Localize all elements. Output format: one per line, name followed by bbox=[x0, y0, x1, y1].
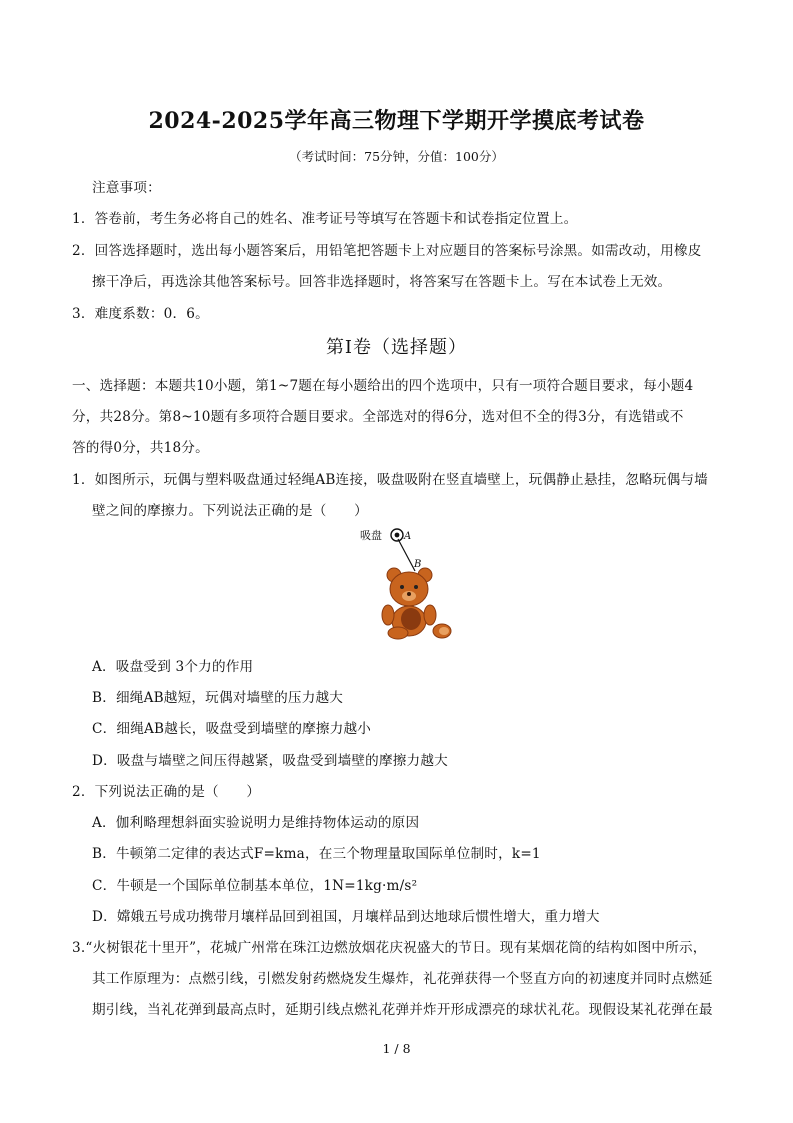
notes-heading: 注意事项： bbox=[92, 180, 161, 196]
question-stem: 1．如图所示，玩偶与塑料吸盘通过轻绳AB连接，吸盘吸附在竖直墙壁上，玩偶静止悬挂，忽略玩偶与墙 bbox=[72, 472, 708, 488]
page-number: 1 / 8 bbox=[382, 1041, 411, 1056]
option-b: B．牛顿第二定律的表达式F=kma，在三个物理量取国际单位制时，k=1 bbox=[92, 846, 541, 862]
question-stem: 其工作原理为：点燃引线，引燃发射药燃烧发生爆炸，礼花弹获得一个竖直方向的初速度并同时点燃延 bbox=[92, 971, 713, 987]
teddy-bear-figure bbox=[360, 523, 460, 645]
note-item: 1．答卷前，考生务必将自己的姓名、准考证号等填写在答题卡和试卷指定位置上。 bbox=[72, 211, 578, 227]
option-d: D．嫦娥五号成功携带月壤样品回到祖国，月壤样品到达地球后惯性增大，重力增大 bbox=[92, 909, 600, 925]
teddy-bear-icon bbox=[382, 568, 451, 639]
option-c: C．细绳AB越长，吸盘受到墙壁的摩擦力越小 bbox=[92, 721, 372, 737]
question-stem: 3.“火树银花十里开”，花城广州常在珠江边燃放烟花庆祝盛大的节日。现有某烟花筒的结构如图中所示， bbox=[72, 940, 707, 956]
point-a-label: A bbox=[404, 531, 412, 542]
option-b: B．细绳AB越短，玩偶对墙壁的压力越大 bbox=[92, 690, 344, 706]
option-d: D．吸盘与墙壁之间压得越紧，吸盘受到墙壁的摩擦力越大 bbox=[92, 753, 448, 769]
section-intro: 一、选择题：本题共10小题，第1~7题在每小题给出的四个选项中，只有一项符合题目要求，每小题4 bbox=[72, 378, 694, 394]
sucker-label: 吸盘 bbox=[360, 529, 382, 542]
exam-info: （考试时间：75分钟，分值：100分） bbox=[289, 149, 504, 164]
question-stem: 期引线，当礼花弹到最高点时，延期引线点燃礼花弹并炸开形成漂亮的球状礼花。现假设某礼花弹在最 bbox=[92, 1002, 713, 1018]
option-a: A．吸盘受到 3个力的作用 bbox=[92, 659, 254, 675]
point-b-label: B bbox=[414, 559, 422, 570]
option-c: C．牛顿是一个国际单位制基本单位，1N=1kg·m/s² bbox=[92, 878, 418, 894]
question-stem: 2．下列说法正确的是（ ） bbox=[72, 784, 261, 800]
rope-ab bbox=[398, 539, 415, 571]
note-item: 擦干净后，再选涂其他答案标号。回答非选择题时，将答案写在答题卡上。写在本试卷上无效。 bbox=[92, 274, 672, 290]
note-item: 2．回答选择题时，选出每小题答案后，用铅笔把答题卡上对应题目的答案标号涂黑。如需改动，用橡皮 bbox=[72, 243, 702, 259]
page-title: 2024-2025学年高三物理下学期开学摸底考试卷 bbox=[148, 108, 645, 134]
section-intro: 答的得0分，共18分。 bbox=[72, 440, 209, 456]
section-title: 第Ⅰ卷（选择题） bbox=[325, 337, 468, 358]
option-a: A．伽利略理想斜面实验说明力是维持物体运动的原因 bbox=[92, 815, 420, 831]
section-intro: 分，共28分。第8~10题有多项符合题目要求。全部选对的得6分，选对但不全的得3分，有选错或不 bbox=[72, 409, 684, 425]
note-item: 3．难度系数：0．6。 bbox=[72, 306, 209, 322]
question-stem: 壁之间的摩擦力。下列说法正确的是（ ） bbox=[92, 503, 368, 519]
